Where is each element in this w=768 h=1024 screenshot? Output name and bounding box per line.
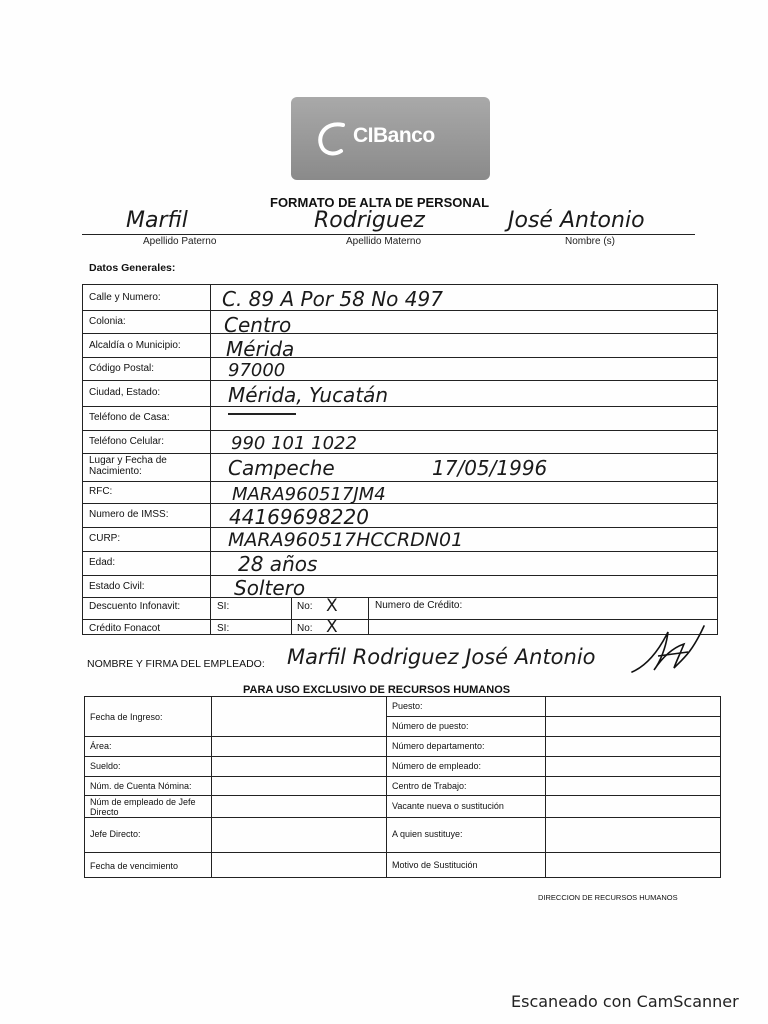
estado-civil-label: Estado Civil: (89, 581, 145, 592)
calle-value: C. 89 A Por 58 No 497 (222, 287, 443, 311)
codigo-postal-value: 97000 (228, 360, 286, 381)
telefono-celular-label: Teléfono Celular: (89, 436, 165, 447)
num-empleado-jefe-label: Núm de empleado de Jefe Directo (90, 797, 196, 817)
municipio-label: Alcaldía o Municipio: (89, 340, 181, 351)
a-quien-sustituye-label: A quien sustituye: (392, 829, 463, 839)
edad-value: 28 años (238, 552, 318, 576)
nombre-caption: Nombre (s) (565, 236, 616, 247)
signature-scribble (628, 622, 708, 678)
area-label: Área: (90, 741, 112, 751)
cibanco-swoosh-icon (313, 117, 349, 157)
cibanco-logo (291, 97, 490, 180)
logo-text: CIBanco (353, 124, 435, 147)
puesto-label: Puesto: (392, 701, 423, 711)
imss-value: 44169698220 (229, 505, 369, 529)
fonacot-label: Crédito Fonacot (89, 623, 161, 634)
infonavit-no-label: No: (297, 601, 313, 612)
credit-divider (368, 597, 369, 635)
centro-trabajo-label: Centro de Trabajo: (392, 781, 467, 791)
fecha-nacimiento-value: 17/05/1996 (432, 456, 548, 480)
apellido-paterno-value: Marfil (126, 208, 188, 233)
colonia-value: Centro (224, 313, 292, 337)
camscanner-watermark: Escaneado con CamScanner (511, 992, 739, 1011)
lugar-fecha-label: Lugar y Fecha de Nacimiento: (89, 455, 167, 477)
ciudad-estado-label: Ciudad, Estado: (89, 387, 161, 398)
numero-puesto-label: Número de puesto: (392, 721, 469, 731)
colonia-label: Colonia: (89, 316, 126, 327)
sueldo-label: Sueldo: (90, 761, 121, 771)
numero-departamento-label: Número departamento: (392, 741, 485, 751)
credit-number-label: Numero de Crédito: (375, 600, 463, 611)
signature-label: NOMBRE Y FIRMA DEL EMPLEADO: (87, 658, 265, 670)
curp-label: CURP: (89, 533, 121, 544)
datos-generales-heading: Datos Generales: (89, 262, 176, 274)
ciudad-estado-value: Mérida, Yucatán (228, 383, 389, 407)
names-line (82, 234, 695, 235)
jefe-directo-label: Jefe Directo: (90, 829, 141, 839)
imss-label: Numero de IMSS: (89, 509, 169, 520)
infonavit-no-mark: X (326, 596, 338, 616)
infonavit-label: Descuento Infonavit: (89, 601, 181, 612)
fonacot-no-mark: X (326, 617, 338, 637)
codigo-postal-label: Código Postal: (89, 363, 155, 374)
apellido-paterno-caption: Apellido Paterno (143, 236, 217, 247)
rfc-label: RFC: (89, 486, 113, 497)
fecha-ingreso-label: Fecha de Ingreso: (90, 712, 163, 722)
numero-empleado-label: Número de empleado: (392, 761, 482, 771)
telefono-casa-label: Teléfono de Casa: (89, 412, 170, 423)
calle-label: Calle y Numero: (89, 292, 161, 303)
footer-department: DIRECCION DE RECURSOS HUMANOS (538, 893, 678, 902)
fecha-vencimiento-label: Fecha de vencimiento (90, 861, 179, 871)
form-title: FORMATO DE ALTA DE PERSONAL (270, 195, 490, 210)
motivo-sustitucion-label: Motivo de Sustitución (392, 860, 478, 870)
apellido-materno-value: Rodriguez (314, 208, 425, 233)
hr-heading: PARA USO EXCLUSIVO DE RECURSOS HUMANOS (243, 684, 511, 696)
estado-civil-value: Soltero (234, 576, 306, 600)
curp-value: MARA960517HCCRDN01 (228, 529, 464, 551)
rfc-value: MARA960517JM4 (232, 484, 386, 505)
cuenta-nomina-label: Núm. de Cuenta Nómina: (90, 781, 192, 791)
apellido-materno-caption: Apellido Materno (346, 236, 422, 247)
fonacot-si-label: SI: (217, 623, 230, 634)
nombre-value: José Antonio (508, 208, 645, 233)
si-no-divider (291, 597, 292, 635)
telefono-celular-value: 990 101 1022 (231, 433, 357, 454)
infonavit-si-label: SI: (217, 601, 230, 612)
municipio-value: Mérida (226, 337, 295, 361)
vacante-label: Vacante nueva o sustitución (392, 801, 504, 811)
fonacot-no-label: No: (297, 623, 313, 634)
edad-label: Edad: (89, 557, 116, 568)
signature-name: Marfil Rodriguez José Antonio (287, 645, 596, 669)
telefono-casa-dash (228, 413, 296, 415)
lugar-nacimiento-value: Campeche (228, 456, 335, 480)
